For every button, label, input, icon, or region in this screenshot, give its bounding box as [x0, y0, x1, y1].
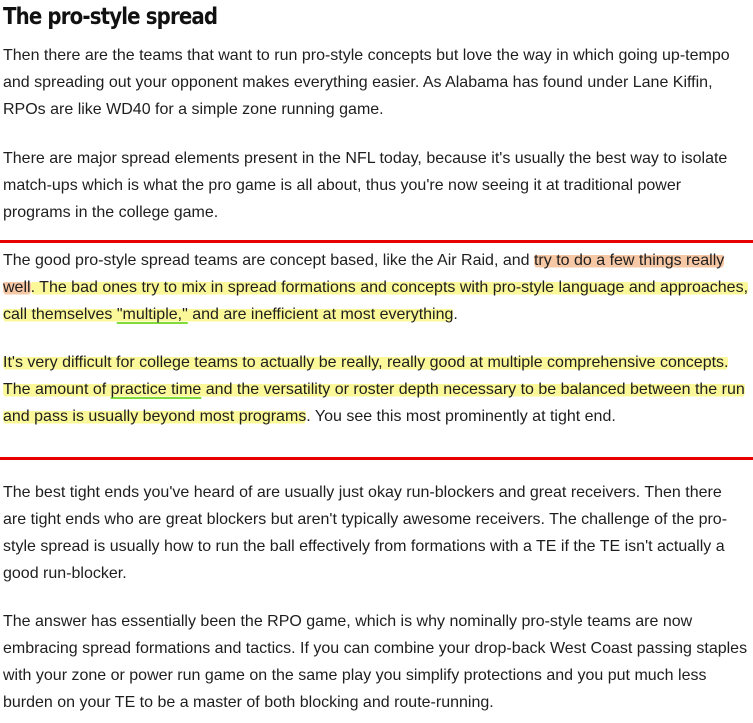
paragraph-5: The best tight ends you've heard of are usually just okay run-blockers and great receivers. Then there are tight ends who are great blockers but aren't typically awesome receivers. The challenge of the pro-style spread is usually how to run the ball effectively from formations with a TE if the TE isn't actually a good run-blocker.	[3, 484, 728, 582]
highlight-yellow-2-text: It's very difficult for college teams to actually be really, really good at multiple comprehensive concepts. The amount of	[3, 354, 729, 398]
paragraph-3-text: The good pro-style spread teams are concept based, like the Air Raid, and	[3, 252, 534, 269]
highlight-yellow-text: . The bad ones try to mix in spread formations and concepts with pro-style language and approaches, call themselves	[3, 279, 749, 323]
paragraph-4	[3, 349, 749, 430]
red-rule-top	[0, 240, 753, 243]
red-rule-bottom	[0, 457, 753, 460]
highlight-yellow-2-text-end: and the versatility or roster depth necessary to be balanced between the run and pass is usually beyond most programs	[3, 381, 745, 425]
paragraph-3-end: .	[453, 306, 458, 323]
underlined-multiple: "multiple,"	[116, 306, 188, 323]
underlined-practice-time: practice time	[110, 381, 202, 398]
paragraph-3	[3, 247, 749, 328]
paragraph-6: The answer has essentially been the RPO game, which is why nominally pro-style teams are now embracing spread formations and tactics. If you can combine your drop-back West Coast passing staples with your zone or power run game on the same play you simplify protections and you put much less burden on your TE to be a master of both blocking and route-running.	[3, 613, 748, 711]
highlight-yellow-text-end: and are inefficient at most everything	[187, 306, 454, 323]
paragraph-4-end: . You see this most prominently at tight end.	[306, 408, 616, 425]
section-heading: The pro-style spread	[3, 4, 218, 30]
highlight-orange: try to do a few things really well	[3, 252, 725, 296]
paragraph-1: Then there are the teams that want to run pro-style concepts but love the way in which going up-tempo and spreading out your opponent makes everything easier. As Alabama has found under Lane Kiffin, RPOs are like WD40 for a simple zone running game.	[3, 47, 730, 118]
highlight-yellow	[3, 279, 748, 323]
paragraph-2: There are major spread elements present in the NFL today, because it's usually the best way to isolate match-ups which is what the pro game is all about, thus you're now seeing it at traditional power programs in the college game.	[3, 150, 728, 221]
